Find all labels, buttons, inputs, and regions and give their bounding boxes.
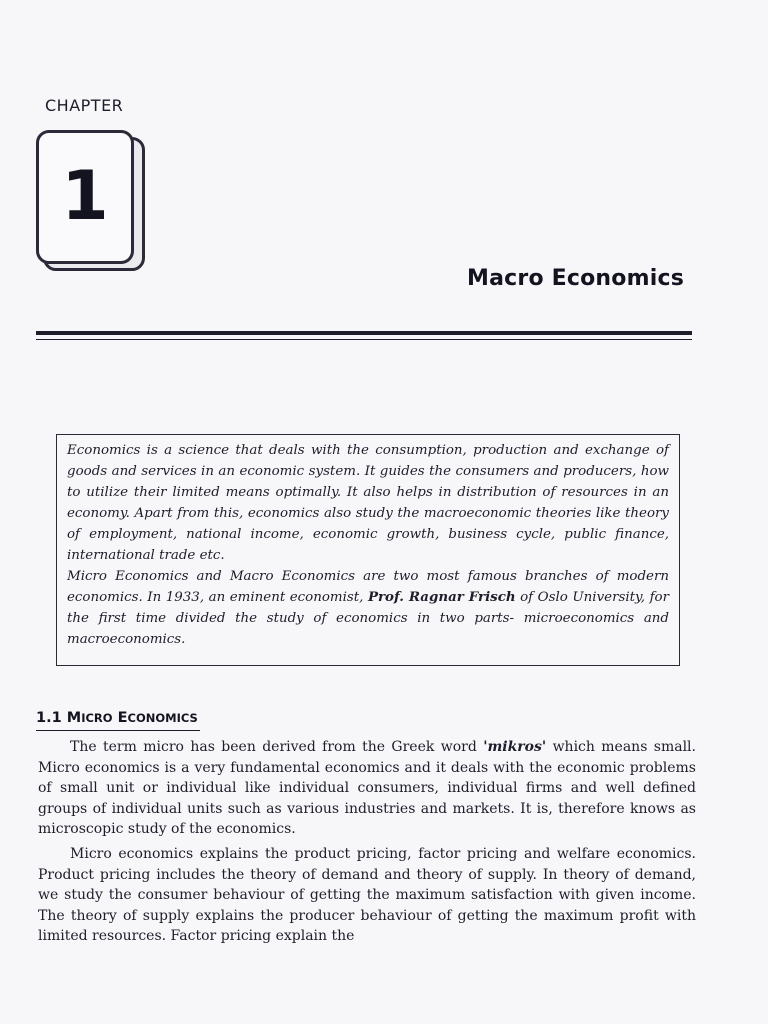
title-rule-thin (36, 339, 692, 340)
intro-paragraph-2 (67, 566, 669, 650)
title-rule-thick (36, 331, 692, 335)
section-number: 1.1 (36, 710, 62, 726)
chapter-label: CHAPTER (45, 96, 124, 115)
chapter-number-box (36, 130, 134, 264)
intro-paragraph-2-text-b: of Oslo University, for the first time divided the study of economics in two parts- microeconomics and macroeconomics. (67, 590, 669, 647)
body-paragraph-2: Micro economics explains the product pricing, factor pricing and welfare economics. Product pricing includes the theory of demand and theory of supply. In theory of demand, we study the consumer behaviour of getting the maximum satisfaction with given income. The theory of supply explains the producer behaviour of getting the maximum profit with limited resources. Factor pricing explain the (38, 845, 696, 945)
body-paragraph-1 (38, 737, 696, 840)
intro-professor-name: Prof. Ragnar Frisch (367, 589, 516, 605)
body-text (38, 737, 696, 951)
chapter-number: 1 (61, 157, 109, 236)
greek-word-mikros: 'mikros' (483, 739, 547, 755)
intro-paragraph-2-text-a: Micro Economics and Macro Economics are two most famous branches of modern economics. In 1933, an eminent economist, (67, 569, 669, 605)
section-title-M: M (66, 710, 82, 726)
section-title (67, 710, 198, 726)
section-title-icro: ICRO (81, 711, 113, 725)
body-paragraph-1-text-b: which means small. Micro economics is a very fundamental economics and it deals with the economic problems of small unit or individual like individual consumers, individual firms and well defined groups of individual units such as various industries and markets. It is, therefore knows as microscopic study of the economics. (38, 739, 696, 838)
intro-box (56, 434, 680, 666)
chapter-title: Macro Economics (467, 266, 684, 291)
section-title-E: E (117, 710, 128, 726)
body-paragraph-1-text-a: The term micro has been derived from the Greek word (70, 739, 484, 755)
section-title-conomics: CONOMICS (127, 711, 198, 725)
section-heading (36, 710, 200, 731)
intro-paragraph-1: Economics is a science that deals with the consumption, production and exchange of goods and services in an economic system. It guides the consumers and producers, how to utilize their limited means optimally. It also helps in distribution of resources in an economy. Apart from this, economics also study the macroeconomic theories like theory of employment, national income, economic growth, business cycle, public finance, international trade etc. (67, 443, 669, 563)
